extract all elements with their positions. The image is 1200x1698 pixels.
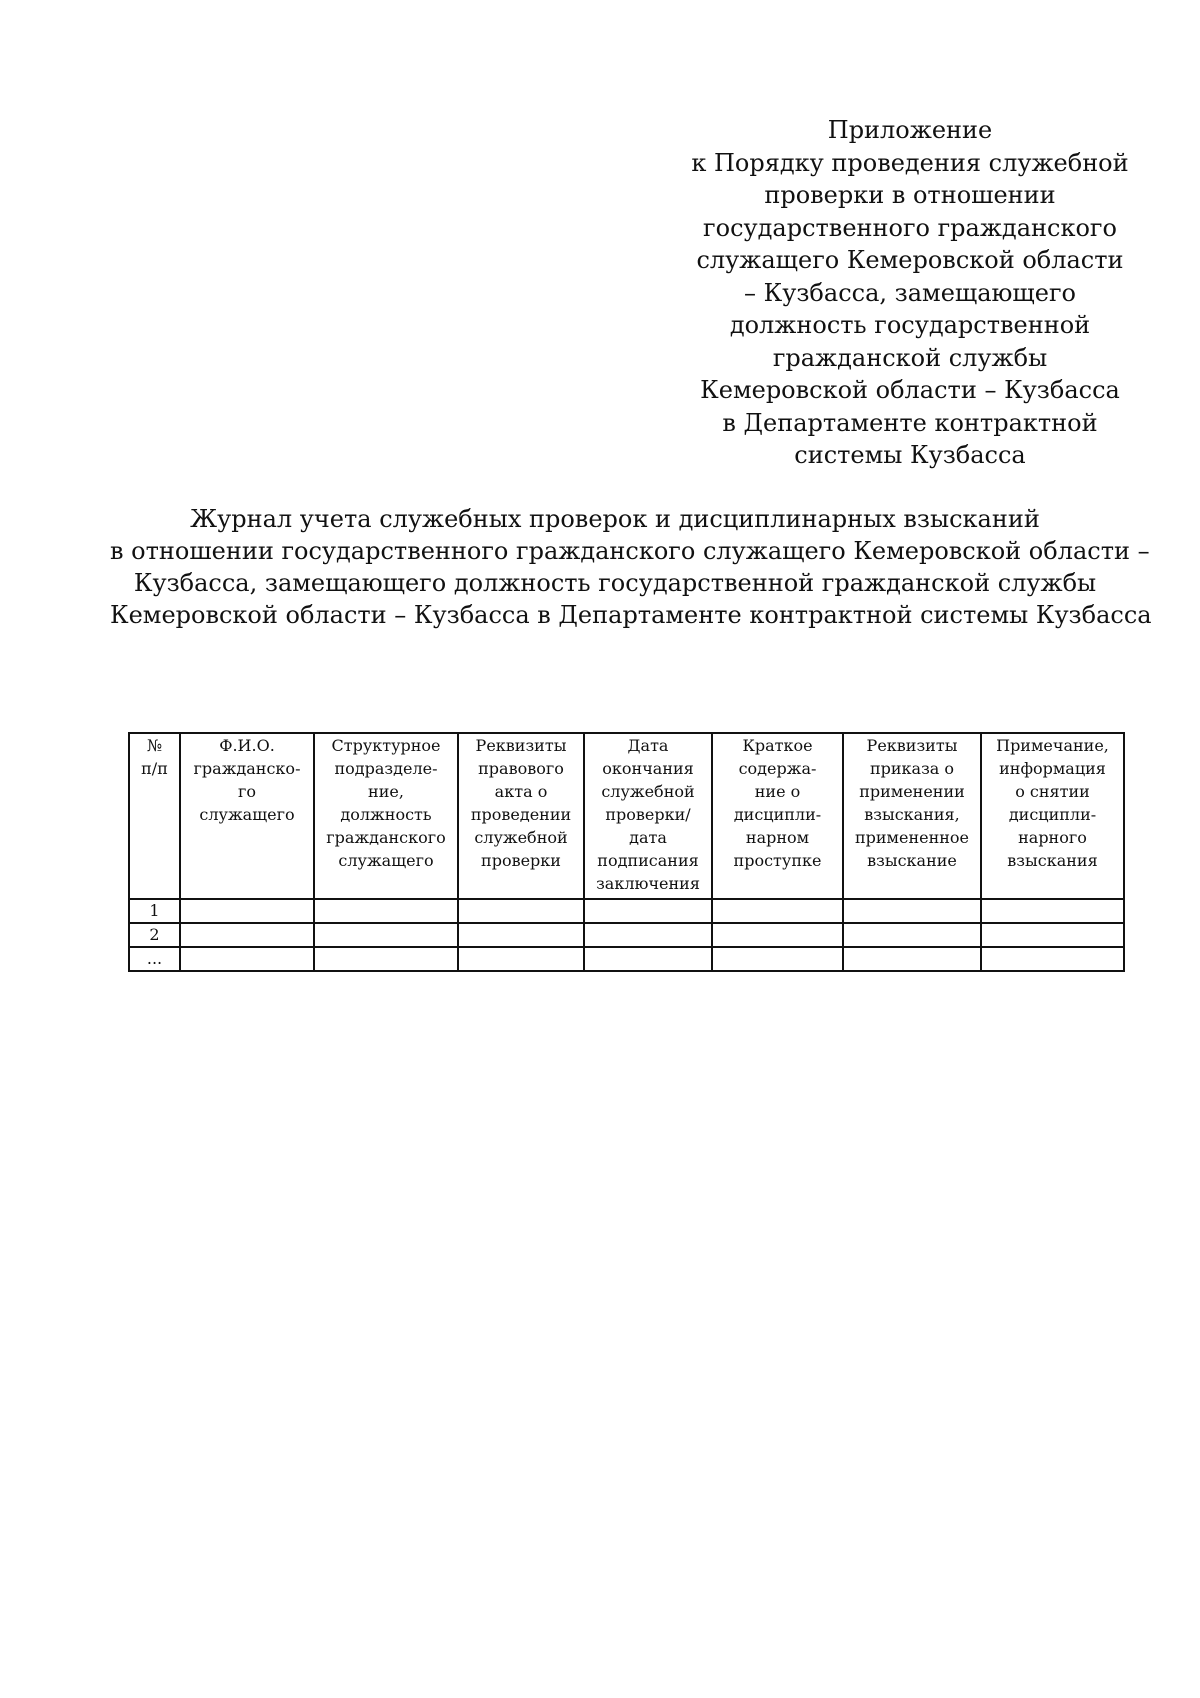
header-cell-line: взыскания, <box>864 805 960 824</box>
appendix-line: в Департаменте контрактной <box>722 408 1098 437</box>
header-cell-line: служащего <box>199 805 295 824</box>
table-header-row <box>129 733 1124 899</box>
header-cell-line: подписания <box>597 851 699 870</box>
table-cell <box>712 899 843 923</box>
table-cell <box>314 947 458 971</box>
header-cell-line: дата <box>629 828 667 847</box>
journal-title-line: Кузбасса, замещающего должность государственной гражданской службы <box>133 569 1097 597</box>
appendix-line: к Порядку проведения служебной <box>691 148 1129 177</box>
header-cell-line: проверки/ <box>605 805 691 824</box>
table-cell <box>584 899 712 923</box>
header-full-name <box>180 733 314 899</box>
appendix-block <box>690 114 1130 472</box>
header-order-details <box>843 733 981 899</box>
table-cell <box>458 947 584 971</box>
header-cell-line: Структурное <box>331 736 441 755</box>
header-cell-line: окончания <box>602 759 694 778</box>
header-cell-line: № <box>146 736 163 755</box>
appendix-line: должность государственной <box>729 311 1091 339</box>
header-cell-line: ние о <box>754 782 801 801</box>
table-cell <box>180 923 314 947</box>
table-cell <box>981 923 1124 947</box>
header-cell-line: дисципли- <box>1008 805 1097 824</box>
header-cell-line: Реквизиты <box>866 736 958 755</box>
header-cell-line: должность <box>340 805 432 824</box>
table-row <box>129 923 1124 947</box>
row-number-cell: ... <box>129 947 180 971</box>
appendix-line: проверки в отношении <box>764 181 1056 209</box>
header-number <box>129 733 180 899</box>
journal-title <box>110 503 1152 631</box>
header-cell-line: содержа- <box>738 759 817 778</box>
row-number-cell: 1 <box>129 899 180 923</box>
header-cell-line: о снятии <box>1015 782 1090 801</box>
appendix-line: – Кузбасса, замещающего <box>744 278 1076 307</box>
table-cell <box>981 899 1124 923</box>
header-cell-line: нарного <box>1018 828 1087 847</box>
header-cell-line: Реквизиты <box>475 736 567 755</box>
journal-title-line: Журнал учета служебных проверок и дисциплинарных взысканий <box>190 505 1040 533</box>
header-cell-line: служебной <box>474 828 568 847</box>
header-cell-line: примененное <box>854 828 970 847</box>
appendix-line: Кемеровской области – Кузбасса <box>700 376 1120 404</box>
table-cell <box>712 923 843 947</box>
table-body <box>129 899 1124 971</box>
row-number-cell: 2 <box>129 923 180 947</box>
header-act-details <box>458 733 584 899</box>
header-cell-line: Примечание, <box>996 736 1109 755</box>
appendix-line: служащего Кемеровской области <box>696 246 1124 274</box>
header-cell-line: информация <box>999 759 1106 778</box>
journal-title-line: в отношении государственного гражданского служащего Кемеровской области – <box>110 537 1150 565</box>
appendix-line: системы Кузбасса <box>794 441 1026 469</box>
header-cell-line: правового <box>478 759 564 778</box>
appendix-line: государственного гражданского <box>703 213 1117 242</box>
table-row <box>129 899 1124 923</box>
journal-title-line: Кемеровской области – Кузбасса в Департаменте контрактной системы Кузбасса <box>110 601 1152 629</box>
header-cell-line: ние, <box>368 782 404 801</box>
header-cell-line: подразделе- <box>334 759 438 778</box>
table-cell <box>981 947 1124 971</box>
table-cell <box>843 947 981 971</box>
table-cell <box>458 899 584 923</box>
header-end-date <box>584 733 712 899</box>
header-cell-line: гражданского <box>326 828 446 847</box>
header-cell-line: Краткое <box>742 736 813 755</box>
header-cell-line: Ф.И.О. <box>219 736 275 755</box>
header-cell-line: го <box>237 782 256 801</box>
header-cell-line: п/п <box>141 759 168 778</box>
table-cell <box>843 923 981 947</box>
header-cell-line: служащего <box>338 851 434 870</box>
header-misconduct-summary <box>712 733 843 899</box>
appendix-line: гражданской службы <box>772 343 1048 372</box>
table-cell <box>843 899 981 923</box>
table-cell <box>314 899 458 923</box>
header-cell-line: дисципли- <box>733 805 822 824</box>
header-cell-line: взыскания <box>1007 851 1098 870</box>
table-cell <box>584 947 712 971</box>
journal-table <box>128 732 1125 972</box>
appendix-title: Приложение <box>827 116 993 144</box>
header-department-position <box>314 733 458 899</box>
header-cell-line: нарном <box>745 828 810 847</box>
header-cell-line: гражданско- <box>193 759 301 778</box>
header-cell-line: применении <box>859 782 965 801</box>
header-cell-line: приказа о <box>869 759 955 778</box>
header-cell-line: Дата <box>627 736 669 755</box>
table-cell <box>314 923 458 947</box>
header-cell-line: проверки <box>481 851 561 870</box>
table-cell <box>712 947 843 971</box>
header-cell-line: взыскание <box>867 851 957 870</box>
header-cell-line: проступке <box>733 851 822 870</box>
table-cell <box>180 899 314 923</box>
header-cell-line: служебной <box>601 782 695 801</box>
table-row <box>129 947 1124 971</box>
header-cell-line: акта о <box>494 782 548 801</box>
table-cell <box>584 923 712 947</box>
table-cell <box>180 947 314 971</box>
table-cell <box>458 923 584 947</box>
header-cell-line: проведении <box>470 805 572 824</box>
header-note <box>981 733 1124 899</box>
header-cell-line: заключения <box>596 874 700 893</box>
